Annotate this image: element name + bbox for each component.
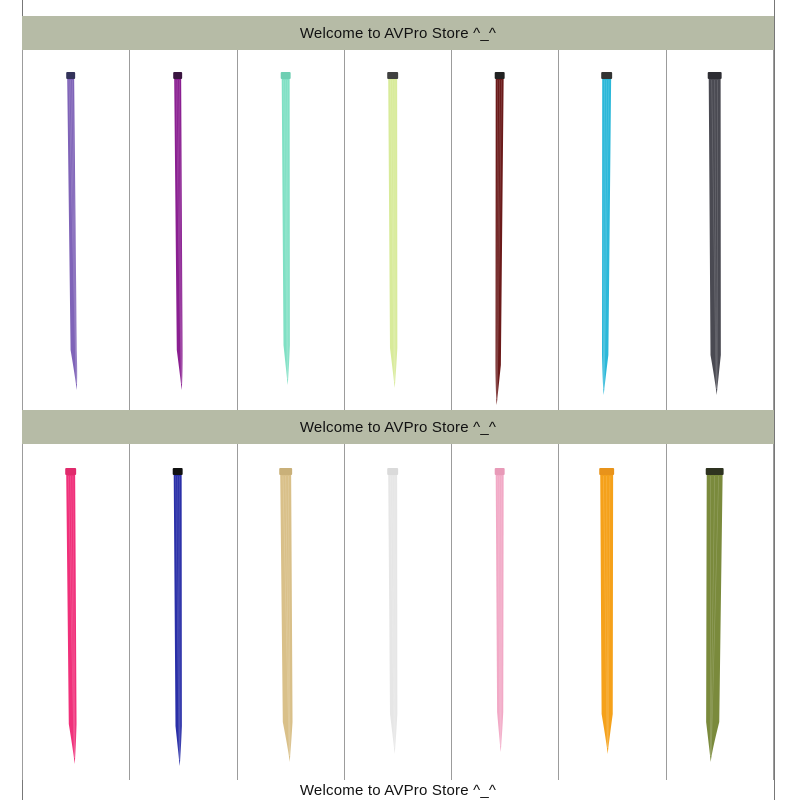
product-cell[interactable] (666, 50, 774, 410)
welcome-banner-bottom-text: Welcome to AVPro Store ^_^ (299, 781, 497, 799)
hair-clip (279, 468, 292, 475)
purple-hair-strand-image (23, 50, 129, 410)
welcome-banner-bottom (22, 780, 774, 800)
hair-clip (705, 468, 723, 475)
hair-clip (495, 72, 505, 79)
pink-hair-strand-image (452, 444, 558, 780)
product-cell[interactable] (558, 444, 665, 780)
royal-blue-hair-strand-image (130, 444, 236, 780)
product-cell[interactable] (22, 50, 129, 410)
hot-pink-hair-strand-image (23, 444, 129, 780)
orange-hair-strand-image (559, 444, 665, 780)
violet-hair-strand-image (130, 50, 236, 410)
product-row-1 (22, 50, 774, 410)
product-cell[interactable] (129, 50, 236, 410)
product-cell[interactable] (22, 444, 129, 780)
hair-clip (600, 468, 615, 475)
product-cell[interactable] (666, 444, 774, 780)
hair-clip (602, 72, 613, 79)
welcome-banner-top-text: Welcome to AVPro Store ^_^ (299, 24, 497, 42)
hair-clip (173, 72, 182, 79)
product-cell[interactable] (237, 50, 344, 410)
product-cell[interactable] (344, 50, 451, 410)
blonde-hair-strand-image (238, 444, 344, 780)
page-frame-right (774, 0, 775, 800)
product-cell[interactable] (344, 444, 451, 780)
hair-clip (173, 468, 183, 475)
hair-clip (66, 72, 75, 79)
product-cell[interactable] (451, 50, 558, 410)
hair-clip (707, 72, 721, 79)
hair-clip (65, 468, 76, 475)
hair-clip (280, 72, 290, 79)
mint-hair-strand-image (238, 50, 344, 410)
lime-hair-strand-image (345, 50, 451, 410)
wine-hair-strand-image (452, 50, 558, 410)
aqua-hair-strand-image (559, 50, 665, 410)
white-hair-strand-image (345, 444, 451, 780)
hair-clip (387, 72, 398, 79)
welcome-banner-middle (22, 410, 774, 444)
gray-hair-strand-image (667, 50, 773, 410)
product-cell[interactable] (237, 444, 344, 780)
product-row-2 (22, 444, 774, 780)
hair-clip (495, 468, 505, 475)
olive-hair-strand-image (667, 444, 773, 780)
product-cell[interactable] (558, 50, 665, 410)
product-cell[interactable] (129, 444, 236, 780)
hair-clip (387, 468, 398, 475)
welcome-banner-middle-text: Welcome to AVPro Store ^_^ (299, 418, 497, 436)
product-cell[interactable] (451, 444, 558, 780)
welcome-banner-top (22, 16, 774, 50)
